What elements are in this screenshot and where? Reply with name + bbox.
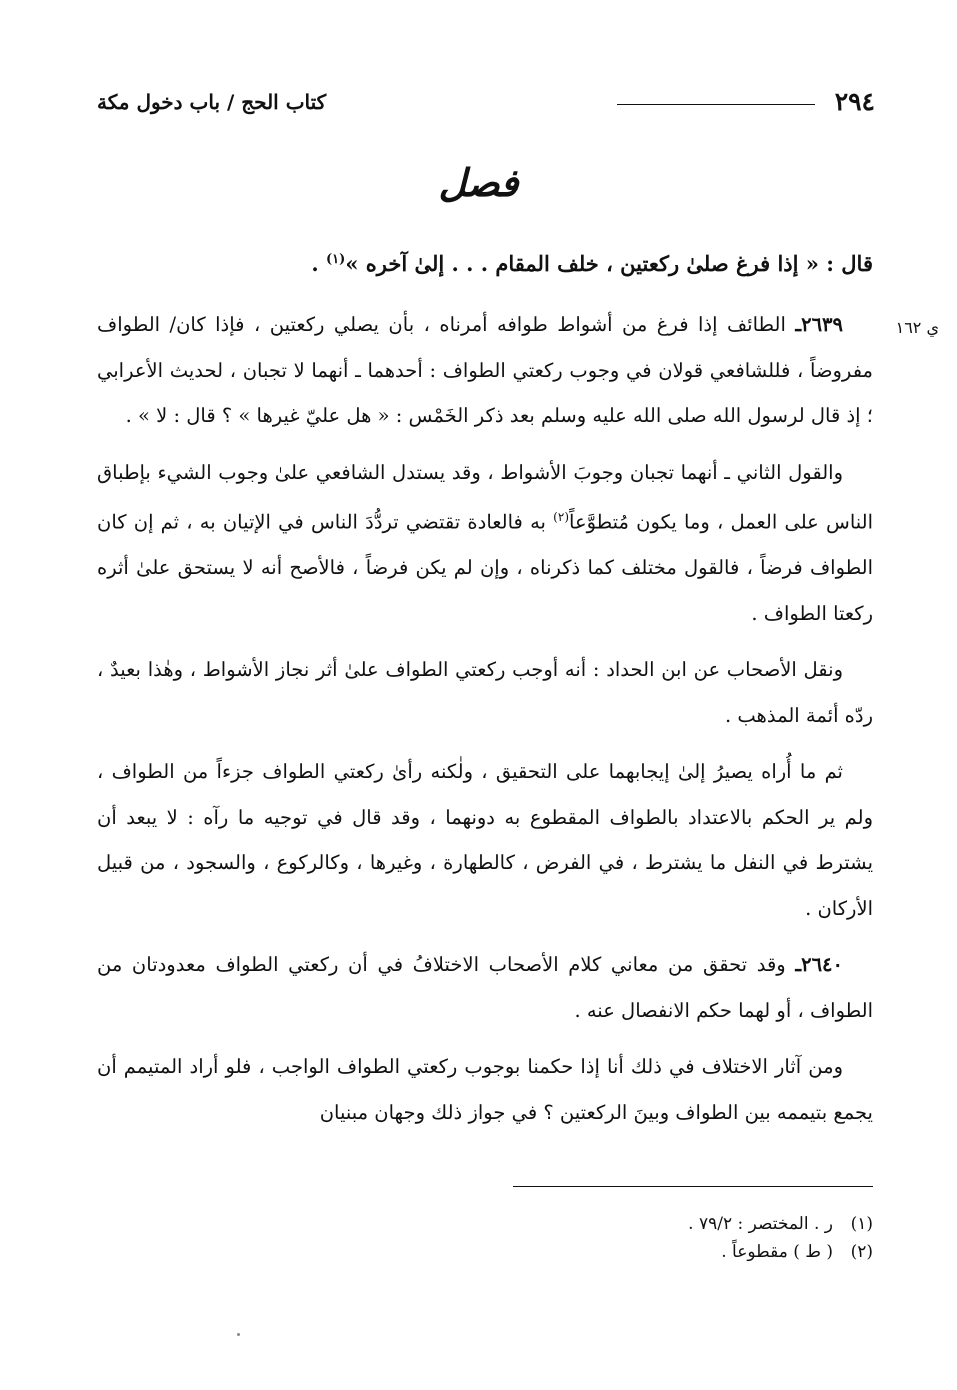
footnote-text: ( ط ) مقطوعاً . [721, 1242, 833, 1262]
paragraph [97, 647, 873, 738]
section-ornament-text: فصل [438, 160, 519, 205]
footnote-1 [173, 1210, 873, 1238]
footnotes [173, 1210, 873, 1266]
paragraph-text: ومن آثار الاختلاف في ذلك أنا إذا حكمنا بوجوب ركعتي الطواف الواجب ، فلو أراد المتيمم أن يجمع بتيممه بين الطواف وبينَ الركعتين ؟ في جواز ذلك وجهان مبنيان [97, 1055, 873, 1124]
section-heading-text: قال : « إذا فرغ صلىٰ ركعتين ، خلف المقام . . . إلىٰ آخره » [345, 251, 873, 276]
footnote-number: (١) [850, 1214, 873, 1234]
paragraph-text: وقد تحقق من معاني كلام الأصحاب الاختلافُ في أن ركعتي الطواف معدودتان من الطواف ، أو لهما حكم الانفصال عنه . [97, 953, 873, 1022]
paragraph-text: ونقل الأصحاب عن ابن الحداد : أنه أوجب ركعتي الطواف علىٰ أثر نجاز الأشواط ، وهٰذا بعيدٌ ، ردّه أئمة المذهب . [97, 658, 873, 727]
paragraph-number: ٢٦٣٩ـ [795, 313, 843, 336]
paragraph [97, 450, 873, 637]
footnote-ref-1: (١) [326, 252, 346, 267]
body-text [97, 302, 873, 1146]
paragraph-number: ٢٦٤٠ـ [795, 953, 843, 976]
page-number: ٢٩٤ [834, 87, 875, 116]
footnote-2 [173, 1238, 873, 1266]
footnote-number: (٢) [850, 1242, 873, 1262]
footnote-text: ر . المختصر : ٧٩/٢ . [688, 1214, 833, 1234]
paragraph-2640 [97, 942, 873, 1033]
footnote-separator [513, 1186, 873, 1187]
footnote-ref-2: (٢) [553, 510, 569, 524]
running-title: كتاب الحج / باب دخول مكة [97, 90, 327, 114]
running-header [97, 82, 875, 122]
paragraph [97, 749, 873, 931]
margin-note: ي ١٦٢ [895, 318, 939, 337]
section-heading-end: . [311, 251, 327, 276]
paragraph-2639 [97, 302, 873, 439]
paragraph-text: والقول الثاني ـ أنهما تجبان وجوبَ الأشواط ، وقد يستدل الشافعي علىٰ وجوب الشيء بإطباق الناس على العمل ، وما يكون مُتطوَّعاً [97, 460, 873, 534]
scan-speck [237, 1333, 240, 1336]
paragraph-text: به فالعادة تقتضي تردُّدَ الناس في الإتيان به ، ثم إن كان الطواف فرضاً ، فالقول مختلف كما ذكرناه ، وإن لم يكن فرضاً ، فالأصح أنه لا يستحق علىٰ أثره ركعتا الطواف . [97, 510, 873, 625]
paragraph-text: ثم ما أُراه يصيرُ إلىٰ إيجابهما على التحقيق ، ولٰكنه رأىٰ ركعتي الطواف جزءاً من الطواف ، ولم ير الحكم بالاعتداد بالطواف المقطوع به دونهما ، وقد قال في توجيه ما رآه : لا يبعد أن يشترط في النفل ما يشترط ، في الفرض ، كالطهارة ، وغيرها ، وكالركوع ، والسجود ، من قبيل الأركان . [97, 760, 873, 920]
paragraph-text: الطائف إذا فرغ من أشواط طوافه أمرناه ، بأن يصلي ركعتين ، فإذا كان/ الطواف مفروضاً ، فللشافعي قولان في وجوب ركعتي الطواف : أحدهما ـ أنهما لا تجبان ، لحديث الأعرابي ؛ إذ قال لرسول الله صلى الله عليه وسلم بعد ذكر الخَمْس : « هل عليّ غيرها » ؟ قال : لا » . [97, 313, 873, 427]
section-ornament [0, 160, 957, 205]
section-heading [93, 240, 873, 284]
paragraph [97, 1044, 873, 1135]
header-rule [617, 104, 815, 105]
